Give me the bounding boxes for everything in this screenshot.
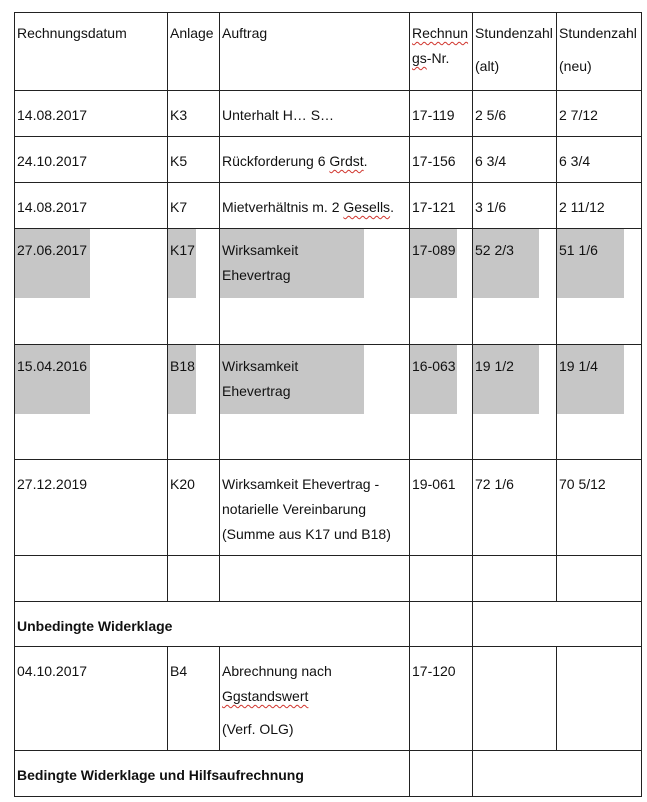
row-hours-new: 70 5/12 xyxy=(559,476,606,492)
row-anlage: K3 xyxy=(170,107,188,123)
row-auftrag-b: Grdst xyxy=(329,153,364,169)
header-hours-old-cell xyxy=(473,13,557,91)
row-hours-old: 6 3/4 xyxy=(475,153,507,169)
row-hours-new: 2 11/12 xyxy=(559,199,605,215)
row-date: 24.10.2017 xyxy=(17,153,88,169)
row-hours-old: 3 1/6 xyxy=(475,199,507,215)
row-nr: 17-119 xyxy=(412,107,455,123)
row-auftrag-line3: (Summe aus K17 und B18) xyxy=(222,526,391,542)
row-auftrag: Unterhalt H… S… xyxy=(222,107,335,123)
header-rechnung-cell xyxy=(410,13,473,91)
row-anlage: K20 xyxy=(170,476,195,492)
header-rechnung-part2: gs xyxy=(412,50,427,66)
row-auftrag xyxy=(220,137,409,174)
row-auftrag-line2: Ehevertrag xyxy=(222,383,291,399)
row-auftrag-line1: Abrechnung nach xyxy=(222,663,332,679)
header-hours-old-line2: (alt) xyxy=(475,58,500,74)
table-row xyxy=(15,460,642,556)
row-auftrag-a: Mietverhältnis m. 2 xyxy=(222,199,344,215)
row-date: 27.12.2019 xyxy=(17,476,88,492)
row-nr: 17-120 xyxy=(412,663,456,679)
row-auftrag-line2: notarielle Vereinbarung xyxy=(222,501,366,517)
row-hours-old: 2 5/6 xyxy=(475,107,507,123)
row-hours-new: 6 3/4 xyxy=(559,153,591,169)
row-hours-old: 52 2/3 xyxy=(475,242,514,258)
row-auftrag-c: . xyxy=(363,153,368,169)
row-nr: 17-089 xyxy=(412,242,456,258)
row-auftrag-line1: Wirksamkeit Ehevertrag - xyxy=(222,476,380,492)
header-hours-new-line2: (neu) xyxy=(559,58,592,74)
header-date-cell xyxy=(15,13,168,91)
header-auftrag: Auftrag xyxy=(222,25,268,41)
row-nr: 17-121 xyxy=(412,199,456,215)
row-hours-new: 51 1/6 xyxy=(559,242,598,258)
row-anlage: K5 xyxy=(170,153,188,169)
row-anlage: K17 xyxy=(170,242,195,258)
row-hours-new: 19 1/4 xyxy=(559,358,598,374)
header-hours-old xyxy=(473,13,556,79)
row-anlage: B4 xyxy=(170,663,188,679)
row-date: 14.08.2017 xyxy=(17,107,88,123)
row-auftrag-line3: (Verf. OLG) xyxy=(222,721,294,737)
header-hours-new-line1: Stundenzahl xyxy=(559,25,637,41)
row-anlage: K7 xyxy=(170,199,188,215)
header-rechnung-part3: -Nr. xyxy=(426,50,450,66)
row-date: 14.08.2017 xyxy=(17,199,88,215)
section-unconditional: Unbedingte Widerklage xyxy=(17,618,173,634)
row-nr: 17-156 xyxy=(412,153,456,169)
row-auftrag xyxy=(220,460,409,547)
row-auftrag-a: Rückforderung 6 xyxy=(222,153,330,169)
row-auftrag xyxy=(220,229,409,288)
table-row-highlighted xyxy=(15,229,642,345)
table-row xyxy=(15,137,642,183)
table-row xyxy=(15,183,642,229)
table-row xyxy=(15,91,642,137)
section-conditional: Bedingte Widerklage und Hilfsaufrechnung xyxy=(17,767,304,783)
table-row-highlighted xyxy=(15,345,642,460)
row-auftrag-b: Gesells xyxy=(343,199,391,215)
row-auftrag-line2: Ehevertrag xyxy=(222,267,291,283)
header-date: Rechnungsdatum xyxy=(17,25,127,41)
row-anlage: B18 xyxy=(170,358,195,374)
header-auftrag-cell xyxy=(220,13,410,91)
invoice-table xyxy=(14,12,642,797)
section-row xyxy=(15,602,642,647)
empty-row xyxy=(15,556,642,602)
row-date: 27.06.2017 xyxy=(17,242,88,258)
header-hours-new xyxy=(557,13,641,79)
row-hours-old: 72 1/6 xyxy=(475,476,514,492)
table-row xyxy=(15,647,642,751)
row-auftrag-line1: Wirksamkeit xyxy=(222,358,299,374)
row-nr: 16-063 xyxy=(412,358,456,374)
row-auftrag xyxy=(220,345,409,404)
row-auftrag-c: . xyxy=(390,199,394,215)
row-auftrag-line1: Wirksamkeit xyxy=(222,242,299,258)
header-row xyxy=(15,13,642,91)
row-auftrag xyxy=(220,647,409,742)
row-auftrag-line2: Ggstandswert xyxy=(222,688,309,704)
row-hours-new: 2 7/12 xyxy=(559,107,598,123)
header-hours-new-cell xyxy=(557,13,642,91)
header-rechnung-part1: Rechnun xyxy=(412,25,469,41)
header-anlage-cell xyxy=(168,13,220,91)
header-rechnung xyxy=(410,13,472,71)
header-hours-old-line1: Stundenzahl xyxy=(475,25,553,41)
row-date: 04.10.2017 xyxy=(17,663,88,679)
row-auftrag xyxy=(220,183,409,220)
header-anlage: Anlage xyxy=(170,25,214,41)
row-hours-old: 19 1/2 xyxy=(475,358,514,374)
row-nr: 19-061 xyxy=(412,476,456,492)
section-row xyxy=(15,751,642,797)
row-date: 15.04.2016 xyxy=(17,358,88,374)
